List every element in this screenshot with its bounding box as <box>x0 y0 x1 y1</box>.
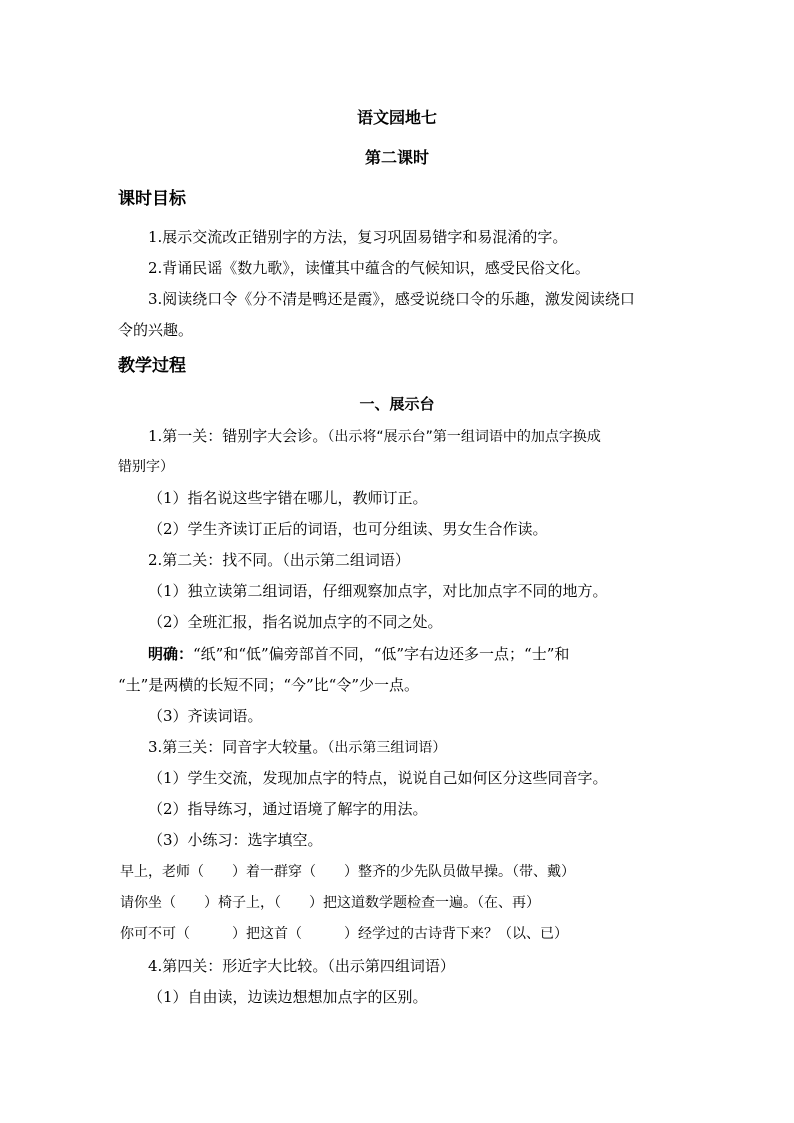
exercise-sentence: 你可不可（ ）把这首（ ）经学过的古诗背下来？（以、已） <box>120 926 568 942</box>
page-title: 语文园地七 <box>356 108 437 127</box>
step-3-title: 3.第三关：同音字大较量。 <box>148 738 328 756</box>
objectives-heading: 课时目标 <box>118 189 186 209</box>
exercise-sentence: 请你坐（ ）椅子上，（ ）把这道数学题检查一遍。（在、再） <box>120 895 540 911</box>
objective-item-continued: 令的兴趣。 <box>118 321 194 339</box>
step-3-item: （1）学生交流，发现加点字的特点，说说自己如何区分这些同音字。 <box>148 769 608 787</box>
clarify-line <box>148 644 569 664</box>
page-subtitle: 第二课时 <box>364 148 429 167</box>
clarify-label: 明确： <box>148 645 194 663</box>
step-3-item: （3）小练习：选字填空。 <box>148 831 323 849</box>
step-4-title: 4.第四关：形近字大比较。（出示第四组词语） <box>148 957 455 975</box>
part1-heading: 一、展示台 <box>359 395 435 413</box>
step-2-item: （3）齐读词语。 <box>148 707 263 725</box>
clarify-text: “纸”和“低”偏旁部首不同，“低”字右边还多一点；“士”和 <box>193 645 570 663</box>
step-2-title: 2.第二关：找不同。（出示第二组词语） <box>148 551 410 569</box>
step-3-item: （2）指导练习，通过语境了解字的用法。 <box>148 800 428 818</box>
objective-item: 3.阅读绕口令《分不清是鸭还是霞》，感受说绕口令的乐趣，激发阅读绕口 <box>148 290 635 308</box>
step-4-item: （1）自由读，边读边想想加点字的区别。 <box>148 988 428 1006</box>
process-heading: 教学过程 <box>118 356 186 376</box>
objective-item: 2.背诵民谣《数九歌》，读懂其中蕴含的气候知识，感受民俗文化。 <box>148 259 590 277</box>
step-1-line <box>148 426 601 447</box>
step-2-item: （1）独立读第二组词语，仔细观察加点字，对比加点字不同的地方。 <box>148 582 608 600</box>
step-1-note: （出示将“展示台”第一组词语中的加点字换成 <box>327 429 601 445</box>
step-1-title: 1.第一关：错别字大会诊。 <box>148 427 328 445</box>
clarify-text-continued: “土”是两横的长短不同；“今”比“令”少一点。 <box>118 676 420 694</box>
objective-item: 1.展示交流改正错别字的方法，复习巩固易错字和易混淆的字。 <box>148 228 568 246</box>
exercise-sentence: 早上，老师（ ）着一群穿（ ）整齐的少先队员做早操。（带、戴） <box>120 864 575 880</box>
step-3-line <box>148 737 446 758</box>
step-3-note: （出示第三组词语） <box>327 740 447 756</box>
step-1-item: （1）指名说这些字错在哪儿，教师订正。 <box>148 489 428 507</box>
step-1-note-continued: 错别字） <box>118 459 174 475</box>
step-2-item: （2）全班汇报，指名说加点字的不同之处。 <box>148 613 443 631</box>
step-1-item: （2）学生齐读订正后的词语，也可分组读、男女生合作读。 <box>148 520 548 538</box>
